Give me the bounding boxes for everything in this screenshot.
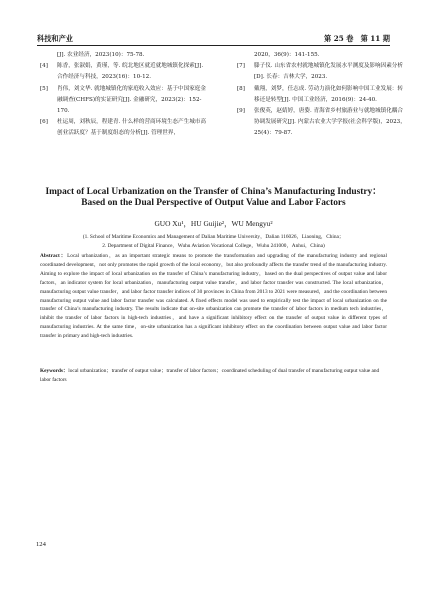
reference-text: 陈香，张淑娟，黄瑾，等. 皖北地区就近就地城镇化探索[J]. 合作经济与科技，2023(16)：10-12. bbox=[57, 63, 204, 81]
reference-item bbox=[40, 61, 210, 83]
english-title-line-2: Based on the Dual Perspective of Output Value and Labor Factors bbox=[81, 198, 346, 208]
reference-text: 滕子仪. 山东省农村就地城镇化发展水平测度及影响因素分析[D]. 长春：吉林大学，2023. bbox=[254, 63, 403, 81]
reference-text: 2020，36(9)：141-155. bbox=[254, 52, 320, 58]
reference-text: 杜运周，刘秋辰，程建青. 什么样的营商环境生态产生城市高创业活跃度？基于制度组态的分析[J]. 管理世界， bbox=[57, 119, 206, 137]
reference-text: 戴翔，刘梦，任志成. 劳动力演化如何影响中国工业发展：转移还是转型[J]. 中国工业经济，2016(9)：24-40. bbox=[254, 85, 403, 103]
reference-number: [8] bbox=[237, 85, 245, 92]
reference-number: [9] bbox=[237, 108, 245, 115]
keywords-text: local urbanization；transfer of output value；transfer of labor factors；coordinated scheduling of dual transfer of manufacturing output value and labor factors bbox=[40, 368, 380, 383]
keywords-label: Keywords： bbox=[40, 368, 69, 374]
reference-number bbox=[237, 50, 254, 61]
reference-item bbox=[40, 117, 210, 139]
reference-item bbox=[40, 50, 210, 61]
reference-number bbox=[40, 50, 57, 61]
header-rule bbox=[37, 45, 390, 46]
volume-issue: 第 25 卷 第 11 期 bbox=[324, 34, 390, 43]
reference-number: [5] bbox=[40, 85, 48, 92]
reference-text: 肖伟，刘文华. 就地城镇化的家庭收入效应：基于中国家庭金融调查(CHFS)的实证研究[J]. 金融研究，2023(2)：152-170. bbox=[57, 85, 206, 115]
reference-number: [6] bbox=[40, 119, 48, 126]
abstract-label: Abstract： bbox=[40, 253, 68, 259]
reference-number: [4] bbox=[40, 63, 48, 70]
references-section bbox=[40, 50, 406, 178]
reference-item bbox=[40, 84, 210, 118]
reference-number: [7] bbox=[237, 63, 245, 70]
reference-text: [J]. 农业经济，2023(10)：75-78. bbox=[57, 52, 145, 58]
reference-item bbox=[237, 61, 407, 83]
references-right-column bbox=[237, 50, 407, 140]
affiliation-1: (1. School of Maritime Economics and Management of Dalian Maritime University，Dalian 116026，Liaoning，China； bbox=[82, 234, 345, 240]
reference-item bbox=[237, 84, 407, 106]
affiliation-2: 2. Department of Digital Finance，Wuhu Aviation Vocational College，Wuhu 241000，Anhui，China) bbox=[102, 243, 325, 249]
english-title-line-1: Impact of Local Urbanization on the Transfer of China’s Manufacturing Industry： bbox=[45, 187, 382, 197]
running-header bbox=[37, 30, 390, 44]
journal-name: 科技和产业 bbox=[37, 34, 73, 43]
page-number: 124 bbox=[36, 541, 46, 548]
references-left-column bbox=[40, 50, 210, 140]
reference-item bbox=[237, 50, 407, 61]
reference-item bbox=[237, 106, 407, 140]
author-list: GUO Xu¹，HU Guijie²，WU Mengyu² bbox=[154, 219, 273, 228]
abstract bbox=[40, 252, 387, 341]
keywords bbox=[40, 367, 387, 385]
abstract-text: Local urbanization，as an important strategic means to promote the transformation and upgrading of the manufacturing industry and regional coordinated development，not only promotes the rapid growth of the local economy，but also profoundly affects the transfer trend of the manufacturing industry. Aiming to explore the impact of local urbanization on the transfer of China’s manufacturing industry，based on the dual perspectives of output value and labor factors，an indicator system for local urbanization，manufacturing output value transfer，and labor factor transfer was constructed. The local urbanization，manufacturing output value transfer，and labor factor transfer indices of 30 provinces in China from 2013 to 2021 were measured，and the coordination between manufacturing output value and labor factor transfer was calculated. A fixed effects model was used to empirically test the impact of local urbanization on the transfer of China’s manufacturing industry. The results indicate that on-site urbanization can promote the transfer of labor factors in medium tech industries，inhibit the transfer of labor factors in high-tech industries，and have a significant inhibitory effect on the transfer of output value in different types of manufacturing industries. At the same time，on-site urbanization has a significant inhibitory effect on the coordination between output value and labor factor transfer in primary and high-tech industries. bbox=[40, 253, 387, 340]
reference-text: 张俊英，赵婧婷，唐姿. 青海省乡村旅游业与就地城镇化耦合协调发展研究[J]. 内蒙古农业大学学报(社会科学版)，2023，25(4)：79-87. bbox=[254, 108, 406, 137]
